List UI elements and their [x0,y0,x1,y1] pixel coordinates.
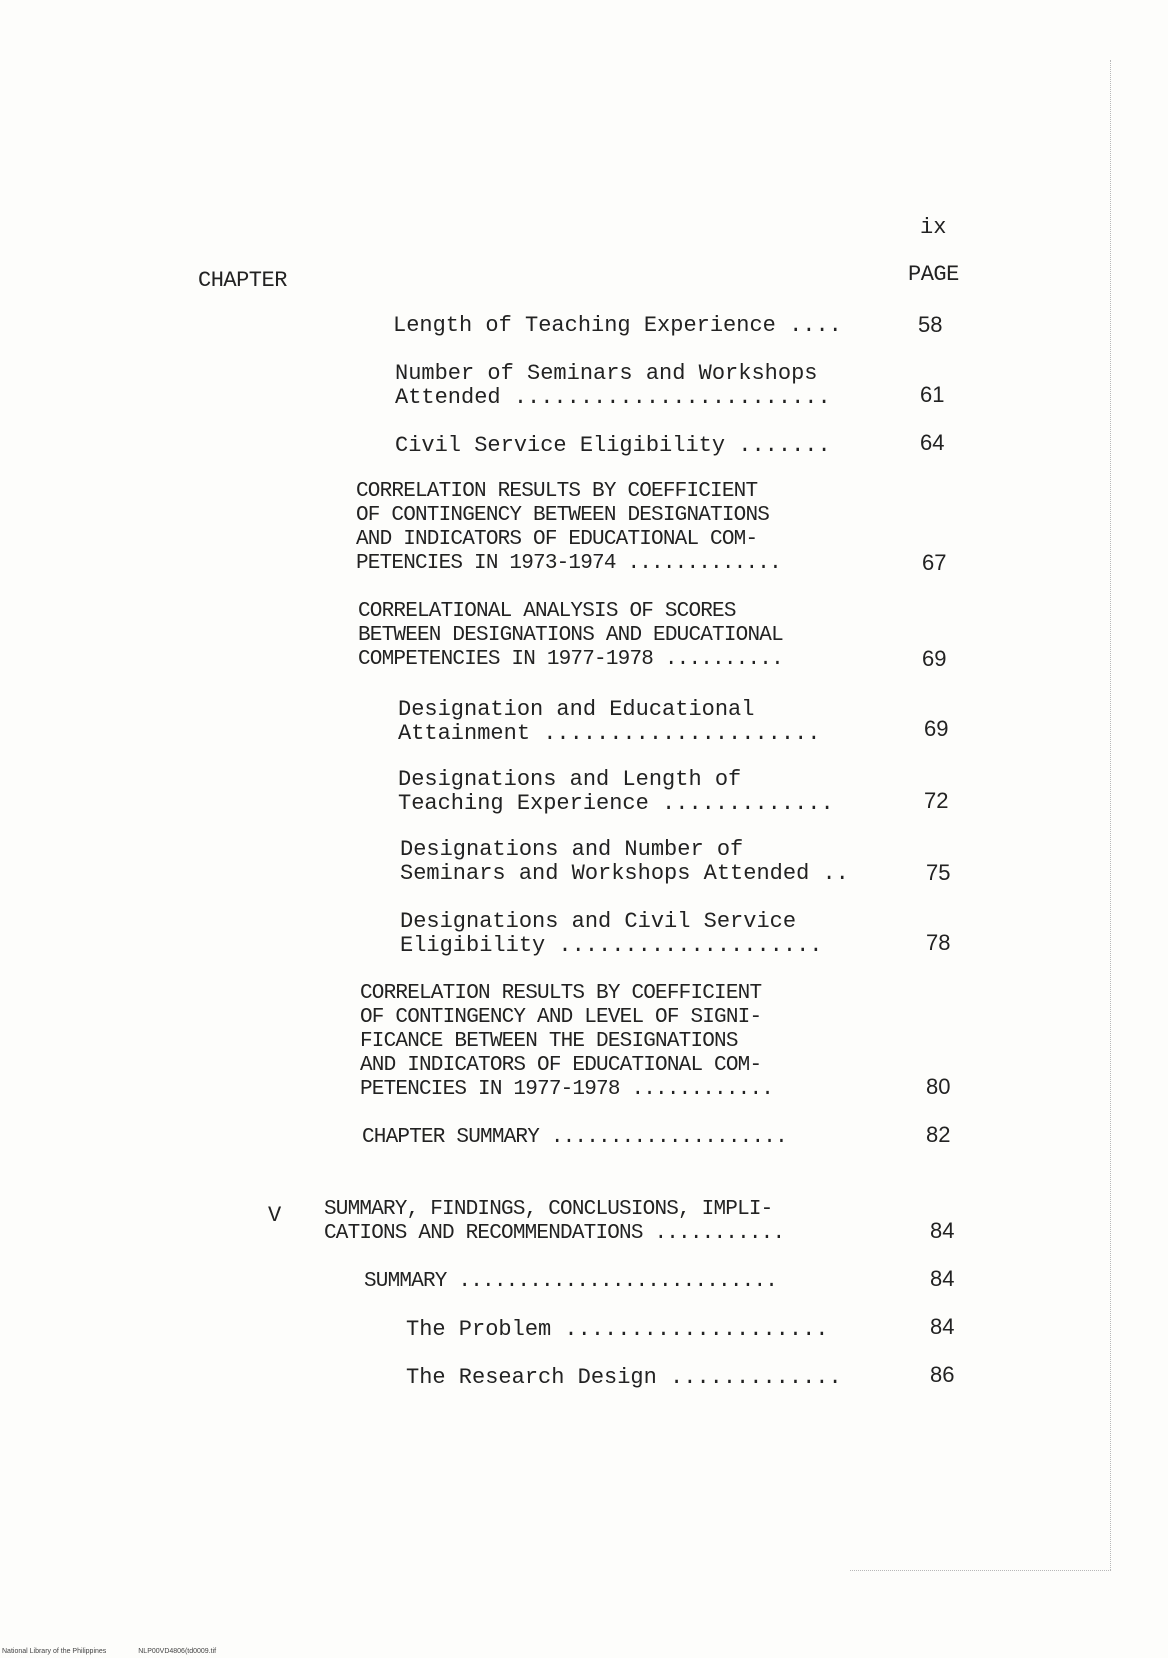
scan-bottom-edge [850,1570,1111,1572]
toc-entry-line: OF CONTINGENCY BETWEEN DESIGNATIONS [356,504,770,527]
toc-entry-line: CATIONS AND RECOMMENDATIONS ........... [324,1222,785,1245]
toc-entry-page: 61 [920,382,945,407]
toc-entry-line: PETENCIES IN 1977-1978 ............ [360,1078,774,1101]
toc-entry-line: CORRELATION RESULTS BY COEFFICIENT [360,982,762,1005]
toc-entry [364,1270,777,1294]
toc-entry [358,600,783,672]
footer-library: National Library of the Philippines [2,1648,107,1655]
toc-entry-line: SUMMARY, FINDINGS, CONCLUSIONS, IMPLI- [324,1198,773,1221]
toc-entry-page: 86 [930,1362,955,1387]
toc-entry-line: Designations and Length of [398,767,742,792]
toc-entry-page: 64 [920,430,945,455]
toc-entry-page: 82 [926,1122,951,1147]
toc-entry-line: Designations and Civil Service [400,909,797,934]
toc-entry [324,1198,784,1246]
toc-entry [406,1366,842,1390]
toc-entry-line: AND INDICATORS OF EDUCATIONAL COM- [360,1054,762,1077]
toc-entry-line: CHAPTER SUMMARY .................... [362,1126,787,1149]
toc-entry-page: 84 [930,1314,955,1339]
scan-footer [2,1648,246,1655]
toc-entry-line: SUMMARY ........................... [364,1270,778,1293]
toc-entry [393,314,842,338]
page-column-heading: PAGE [908,262,959,287]
toc-entry [395,362,831,410]
toc-entry-line: AND INDICATORS OF EDUCATIONAL COM- [356,528,758,551]
footer-file-id: NLP00VD4806(td0009.tif [138,1648,217,1655]
toc-entry [398,768,834,816]
toc-entry-line: Teaching Experience ............. [398,791,834,816]
toc-entry-line: OF CONTINGENCY AND LEVEL OF SIGNI- [360,1006,762,1029]
toc-entry-line: The Problem .................... [406,1317,829,1342]
toc-entry-line: CORRELATION RESULTS BY COEFFICIENT [356,480,758,503]
toc-entry-page: 69 [924,716,949,741]
toc-entry-line: Eligibility .................... [400,933,823,958]
toc-entry-page: 78 [926,930,951,955]
chapter-number: V [268,1203,282,1228]
toc-entry-page: 80 [926,1074,951,1099]
toc-entry-line: CORRELATIONAL ANALYSIS OF SCORES [358,600,736,623]
toc-entry-line: Designations and Number of [400,837,744,862]
toc-entry-page: 67 [922,550,947,575]
toc-entry-line: Attended ........................ [395,385,831,410]
toc-entry [398,698,820,746]
toc-entry-page: 58 [918,312,943,337]
toc-entry-page: 84 [930,1218,955,1243]
toc-entry [362,1126,787,1150]
scan-right-edge [1110,60,1112,1570]
toc-entry [356,480,781,576]
toc-entry-line: Attainment ..................... [398,721,821,746]
toc-entry-line: Designation and Educational [398,697,755,722]
toc-entry-line: Civil Service Eligibility ....... [395,433,831,458]
toc-entry [400,910,822,958]
toc-entry-page: 69 [922,646,947,671]
toc-entry-line: Number of Seminars and Workshops [395,361,818,386]
toc-entry-line: Length of Teaching Experience .... [393,313,842,338]
toc-entry [360,982,773,1102]
toc-entry-line: BETWEEN DESIGNATIONS AND EDUCATIONAL [358,624,783,647]
toc-entry-line: The Research Design ............. [406,1365,842,1390]
toc-entry-line: Seminars and Workshops Attended .. [400,861,849,886]
toc-entry-line: FICANCE BETWEEN THE DESIGNATIONS [360,1030,738,1053]
toc-entry [406,1318,828,1342]
toc-entry-page: 75 [926,860,951,885]
toc-entry [395,434,831,458]
page-number: ix [920,215,947,240]
toc-entry [400,838,849,886]
toc-entry-line: COMPETENCIES IN 1977-1978 .......... [358,648,783,671]
toc-entry-page: 84 [930,1266,955,1291]
chapter-column-heading: CHAPTER [198,268,287,293]
toc-entry-page: 72 [924,788,949,813]
toc-entry-line: PETENCIES IN 1973-1974 ............. [356,552,781,575]
